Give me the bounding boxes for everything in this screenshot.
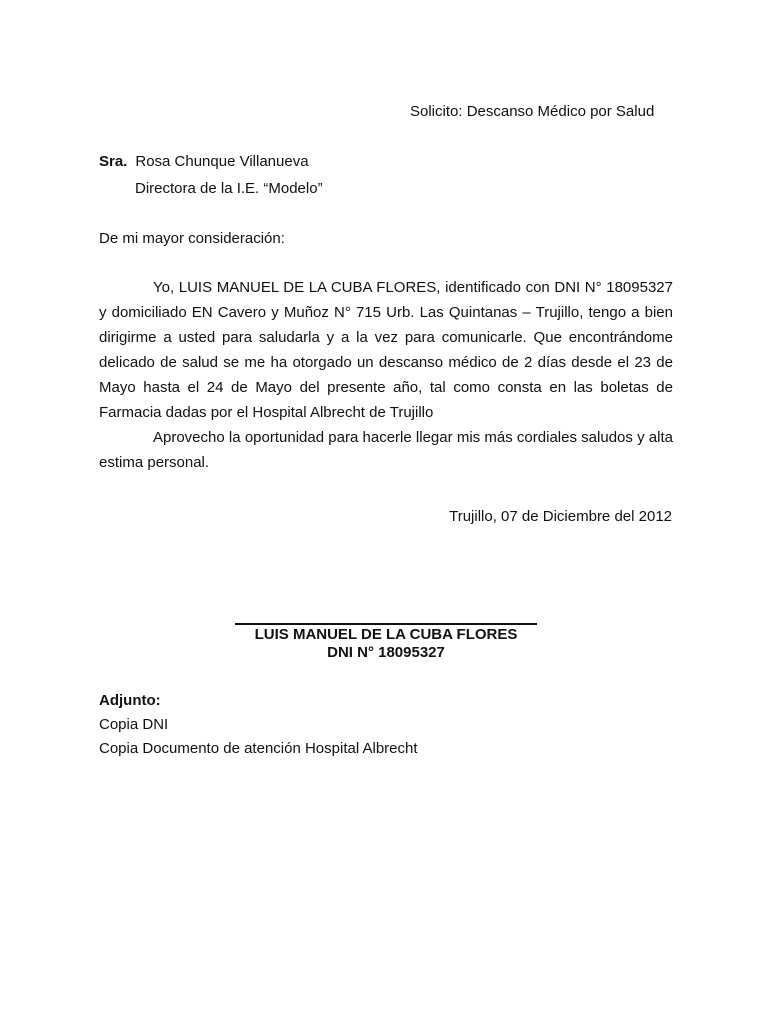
recipient-role: Directora de la I.E. “Modelo” — [135, 180, 323, 197]
signature-dni: DNI N° 18095327 — [327, 644, 445, 661]
body-paragraph-2: Aprovecho la oportunidad para hacerle llegar mis más cordiales saludos y alta estima personal. — [99, 429, 673, 471]
attachments-title: Adjunto: — [99, 692, 161, 709]
signature-name: LUIS MANUEL DE LA CUBA FLORES — [254, 626, 518, 643]
signature-line — [235, 623, 537, 625]
subject-line: Solicito: Descanso Médico por Salud — [410, 103, 655, 120]
attachment-item: Copia Documento de atención Hospital Albrecht — [99, 740, 418, 757]
greeting: De mi mayor consideración: — [99, 230, 285, 247]
date-line: Trujillo, 07 de Diciembre del 2012 — [449, 508, 672, 525]
recipient-line — [99, 153, 309, 170]
recipient-name: Rosa Chunque Villanueva — [135, 153, 309, 170]
recipient-salutation: Sra. — [99, 153, 128, 170]
attachment-item: Copia DNI — [99, 716, 169, 733]
letter-body — [99, 275, 673, 475]
signature-block — [235, 626, 537, 662]
body-paragraph-1: Yo, LUIS MANUEL DE LA CUBA FLORES, identificado con DNI N° 18095327 y domiciliado EN Cavero y Muñoz N° 715 Urb. Las Quintanas – Trujillo, tengo a bien dirigirme a usted para saludarla y a la vez para comunicarle. Que encontrándome delicado de salud se me ha otorgado un descanso médico de 2 días desde el 23 de Mayo hasta el 24 de Mayo del presente año, tal como consta en las boletas de Farmacia dadas por el Hospital Albrecht de Trujillo — [99, 279, 673, 421]
